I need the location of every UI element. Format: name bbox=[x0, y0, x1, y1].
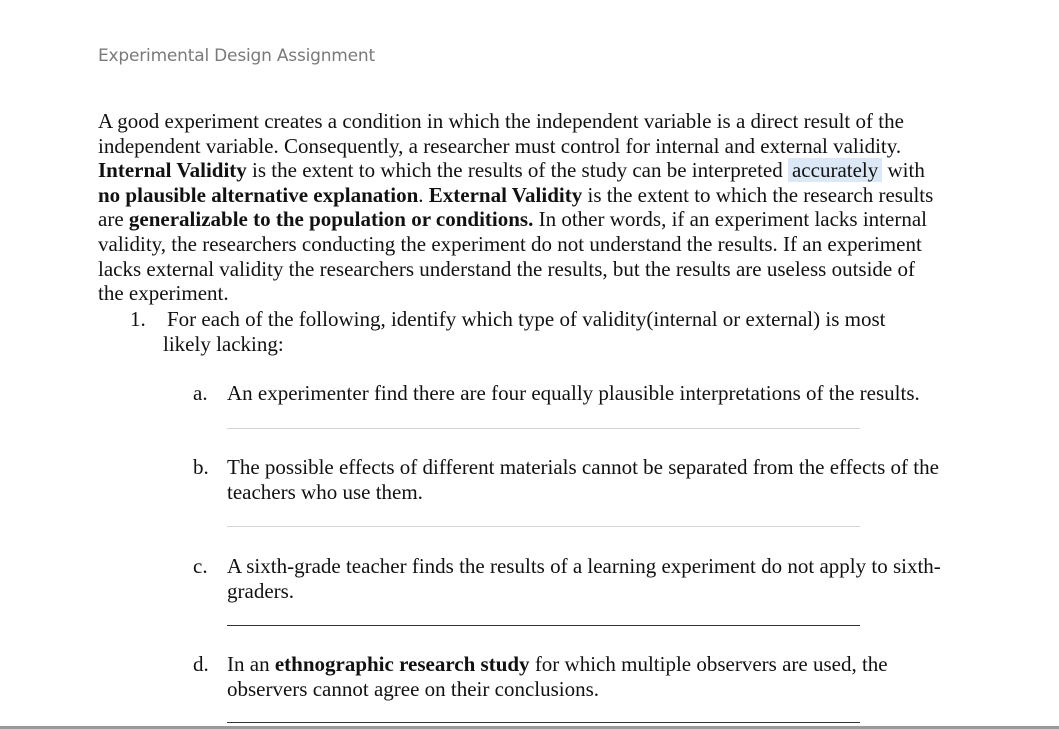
item-d-text bbox=[227, 652, 943, 701]
intro-text-4: . bbox=[418, 182, 429, 207]
question-item-b bbox=[193, 455, 943, 504]
question-item-c bbox=[193, 554, 943, 603]
question-item-d bbox=[193, 652, 943, 701]
answer-line-a[interactable] bbox=[227, 428, 860, 429]
intro-text-6: In other words, if an experiment lacks internal validity, the researchers conducting the experiment do not understand the results. If an experiment lacks external validity the researchers understand the results, but the results are useless outside of the experiment. bbox=[98, 207, 927, 306]
generalizable-term: generalizable to the population or conditions. bbox=[128, 207, 534, 232]
question-1 bbox=[130, 307, 930, 356]
item-c-text: A sixth-grade teacher finds the results of a learning experiment do not apply to sixth-graders. bbox=[227, 554, 941, 603]
highlighted-word[interactable]: accurately bbox=[788, 158, 882, 182]
answer-line-c[interactable] bbox=[227, 625, 860, 626]
intro-text-2: is the extent to which the results of the study can be interpreted bbox=[246, 158, 788, 183]
intro-text-1: A good experiment creates a condition in which the independent variable is a direct result of the independent variable. Consequently, a researcher must control for internal and external validity. bbox=[98, 109, 904, 158]
answer-line-d[interactable] bbox=[227, 722, 860, 723]
item-a-text: An experimenter find there are four equally plausible interpretations of the results. bbox=[227, 381, 920, 405]
question-1-number: 1. bbox=[130, 307, 146, 331]
intro-text-5: is the extent to which the research results are bbox=[98, 182, 934, 232]
item-b-letter: b. bbox=[193, 455, 209, 479]
item-a-letter: a. bbox=[193, 381, 208, 405]
external-validity-term: External Validity bbox=[428, 182, 583, 207]
ethnographic-term: ethnographic research study bbox=[274, 652, 530, 676]
intro-paragraph bbox=[98, 109, 938, 306]
question-1-text: For each of the following, identify which type of validity(internal or external) is most likely lacking: bbox=[163, 307, 886, 356]
answer-line-b[interactable] bbox=[227, 526, 860, 527]
question-item-a bbox=[193, 381, 943, 406]
document-header: Experimental Design Assignment bbox=[98, 46, 375, 66]
item-d-letter: d. bbox=[193, 652, 209, 676]
item-c-letter: c. bbox=[193, 554, 208, 578]
item-d-text-before: In an bbox=[227, 652, 275, 676]
no-plausible-term: no plausible alternative explanation bbox=[98, 182, 419, 207]
item-d-text-after: for which multiple observers are used, the observers cannot agree on their conclusions. bbox=[227, 652, 888, 701]
item-b-text: The possible effects of different materials cannot be separated from the effects of the teachers who use them. bbox=[227, 455, 939, 504]
internal-validity-term: Internal Validity bbox=[98, 158, 247, 183]
intro-text-3: with bbox=[882, 158, 925, 183]
